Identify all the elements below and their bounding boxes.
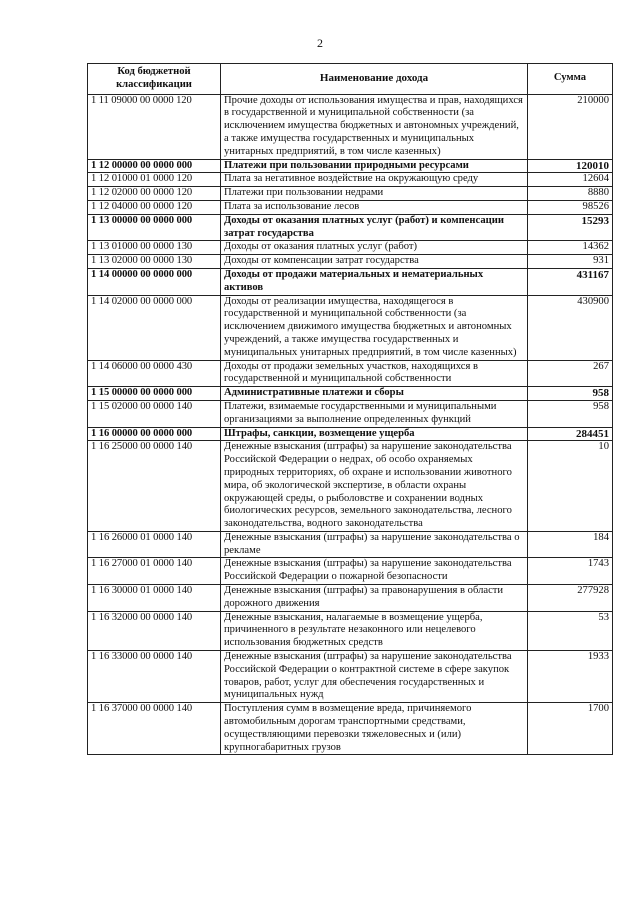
sum-cell: 120010 [528, 159, 613, 173]
table-row [88, 703, 613, 755]
table-row [88, 531, 613, 558]
table-row [88, 400, 613, 427]
page-number: 2 [317, 36, 323, 50]
budget-code-cell: 1 12 01000 01 0000 120 [88, 173, 221, 187]
table-row [88, 241, 613, 255]
sum-cell: 958 [528, 387, 613, 401]
sum-cell: 12604 [528, 173, 613, 187]
revenue-name-cell: Доходы от оказания платных услуг (работ) [221, 241, 528, 255]
budget-code-cell: 1 16 27000 01 0000 140 [88, 558, 221, 585]
revenue-name-cell: Денежные взыскания (штрафы) за нарушение законодательства Российской Федерации о пожарной безопасности [221, 558, 528, 585]
revenue-name-cell: Платежи, взимаемые государственными и муниципальными организациями за выполнение определенных функций [221, 400, 528, 427]
sum-cell: 15293 [528, 214, 613, 241]
table-row [88, 360, 613, 387]
sum-cell: 10 [528, 441, 613, 532]
budget-code-cell: 1 15 00000 00 0000 000 [88, 387, 221, 401]
table-row [88, 295, 613, 360]
table-row [88, 214, 613, 241]
budget-code-cell: 1 16 33000 00 0000 140 [88, 651, 221, 703]
sum-cell: 267 [528, 360, 613, 387]
sum-cell: 284451 [528, 427, 613, 441]
budget-code-cell: 1 11 09000 00 0000 120 [88, 94, 221, 159]
budget-code-cell: 1 12 04000 00 0000 120 [88, 200, 221, 214]
budget-code-cell: 1 14 02000 00 0000 000 [88, 295, 221, 360]
sum-cell: 431167 [528, 268, 613, 295]
revenue-name-cell: Доходы от продажи земельных участков, находящихся в государственной и муниципальной собственности [221, 360, 528, 387]
budget-code-cell: 1 16 25000 00 0000 140 [88, 441, 221, 532]
header-sum: Сумма [528, 64, 613, 95]
revenue-name-cell: Штрафы, санкции, возмещение ущерба [221, 427, 528, 441]
sum-cell: 1700 [528, 703, 613, 755]
revenue-name-cell: Доходы от компенсации затрат государства [221, 255, 528, 269]
revenue-name-cell: Доходы от продажи материальных и нематериальных активов [221, 268, 528, 295]
table-row [88, 200, 613, 214]
revenue-name-cell: Денежные взыскания, налагаемые в возмещение ущерба, причиненного в результате незаконного или нецелевого использования бюджетных средств [221, 611, 528, 650]
revenue-name-cell: Денежные взыскания (штрафы) за правонарушения в области дорожного движения [221, 585, 528, 612]
revenue-name-cell: Денежные взыскания (штрафы) за нарушение законодательства о рекламе [221, 531, 528, 558]
budget-code-cell: 1 14 06000 00 0000 430 [88, 360, 221, 387]
budget-code-cell: 1 16 00000 00 0000 000 [88, 427, 221, 441]
table-row [88, 585, 613, 612]
table-row [88, 94, 613, 159]
budget-code-cell: 1 13 02000 00 0000 130 [88, 255, 221, 269]
header-name: Наименование дохода [221, 64, 528, 95]
revenue-name-cell: Денежные взыскания (штрафы) за нарушение законодательства Российской Федерации о контрактной системе в сфере закупок товаров, работ, услуг для обеспечения государственных и муниципальных нужд [221, 651, 528, 703]
revenue-name-cell: Доходы от оказания платных услуг (работ) и компенсации затрат государства [221, 214, 528, 241]
budget-code-cell: 1 14 00000 00 0000 000 [88, 268, 221, 295]
sum-cell: 8880 [528, 187, 613, 201]
sum-cell: 1743 [528, 558, 613, 585]
budget-code-cell: 1 13 00000 00 0000 000 [88, 214, 221, 241]
revenue-name-cell: Доходы от реализации имущества, находящегося в государственной и муниципальной собственности (за исключением движимого имущества бюджетных и автономных учреждений, а также имущества государственных и муниципальных унитарных предприятий, в том числе казенных) [221, 295, 528, 360]
revenue-name-cell: Административные платежи и сборы [221, 387, 528, 401]
budget-code-cell: 1 15 02000 00 0000 140 [88, 400, 221, 427]
sum-cell: 430900 [528, 295, 613, 360]
sum-cell: 210000 [528, 94, 613, 159]
table-row [88, 387, 613, 401]
revenue-name-cell: Платежи при пользовании природными ресурсами [221, 159, 528, 173]
revenue-name-cell: Плата за использование лесов [221, 200, 528, 214]
budget-code-cell: 1 12 00000 00 0000 000 [88, 159, 221, 173]
sum-cell: 184 [528, 531, 613, 558]
table-row [88, 611, 613, 650]
budget-code-cell: 1 16 30000 01 0000 140 [88, 585, 221, 612]
budget-code-cell: 1 16 32000 00 0000 140 [88, 611, 221, 650]
table-row [88, 268, 613, 295]
table-row [88, 173, 613, 187]
table-row [88, 441, 613, 532]
table-row [88, 651, 613, 703]
table-row [88, 187, 613, 201]
table-row [88, 427, 613, 441]
sum-cell: 931 [528, 255, 613, 269]
sum-cell: 98526 [528, 200, 613, 214]
revenue-name-cell: Денежные взыскания (штрафы) за нарушение законодательства Российской Федерации о недрах, об особо охраняемых природных территориях, об охране и использовании животного мира, об экологической экспертизе, в области охраны окружающей среды, о рыболовстве и сохранении водных биологических ресурсов, земельного законодательства, лесного законодательства, водного законодательства [221, 441, 528, 532]
revenue-name-cell: Плата за негативное воздействие на окружающую среду [221, 173, 528, 187]
revenue-name-cell: Платежи при пользовании недрами [221, 187, 528, 201]
header-code: Код бюджетной классификации [88, 64, 221, 95]
revenue-name-cell: Поступления сумм в возмещение вреда, причиняемого автомобильным дорогам транспортными средствами, осуществляющими перевозки тяжеловесных и (или) крупногабаритных грузов [221, 703, 528, 755]
table-row [88, 159, 613, 173]
budget-revenue-table [87, 63, 613, 755]
revenue-name-cell: Прочие доходы от использования имущества и прав, находящихся в государственной и муниципальной собственности (за исключением имущества бюджетных и автономных учреждений, а также имущества государственных и муниципальных унитарных предприятий, в том числе казенных) [221, 94, 528, 159]
table-body [88, 94, 613, 755]
sum-cell: 277928 [528, 585, 613, 612]
budget-code-cell: 1 13 01000 00 0000 130 [88, 241, 221, 255]
table-row [88, 255, 613, 269]
budget-code-cell: 1 16 37000 00 0000 140 [88, 703, 221, 755]
sum-cell: 958 [528, 400, 613, 427]
sum-cell: 53 [528, 611, 613, 650]
table-header-row [88, 64, 613, 95]
budget-code-cell: 1 12 02000 00 0000 120 [88, 187, 221, 201]
table-row [88, 558, 613, 585]
sum-cell: 14362 [528, 241, 613, 255]
sum-cell: 1933 [528, 651, 613, 703]
budget-code-cell: 1 16 26000 01 0000 140 [88, 531, 221, 558]
